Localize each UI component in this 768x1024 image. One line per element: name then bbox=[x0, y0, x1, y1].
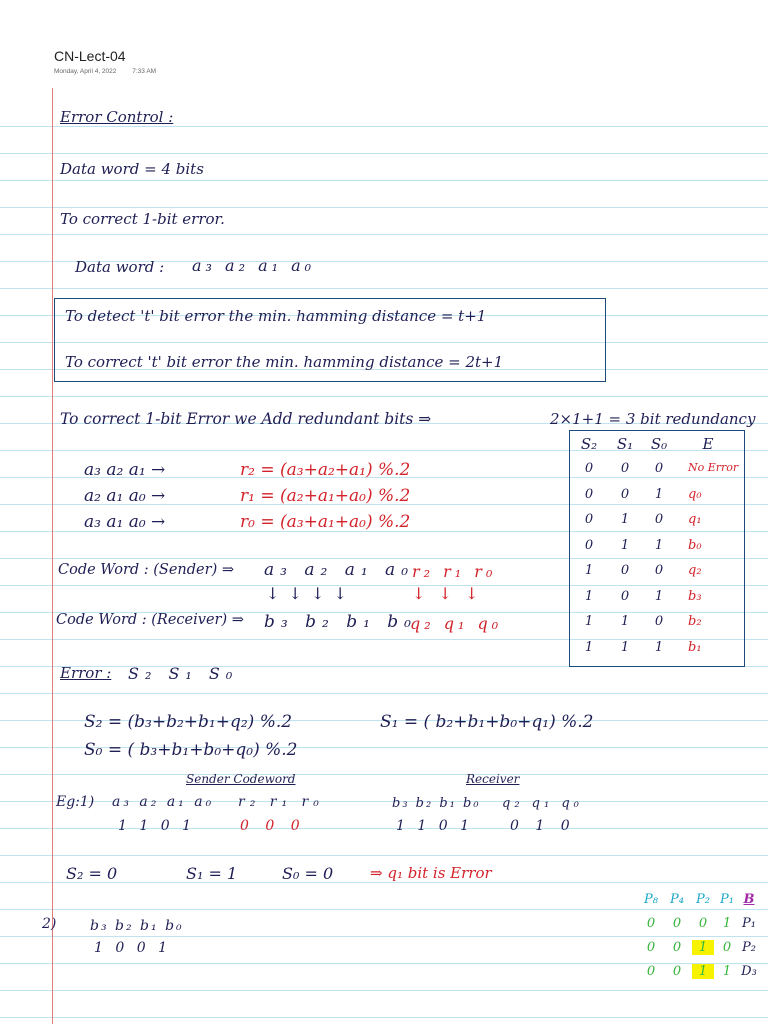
eq2-lhs: a₂ a₁ a₀ → bbox=[84, 486, 166, 506]
page-date: Monday, April 4, 2022 bbox=[54, 68, 117, 75]
parity-bit-cell: 0 bbox=[646, 916, 656, 931]
header-e: E bbox=[702, 435, 714, 453]
result-s0: S₀ = 0 bbox=[282, 864, 334, 883]
receiver-heading: Receiver bbox=[466, 772, 520, 786]
header-s1: S₁ bbox=[616, 435, 634, 453]
eq1-rhs: r₂ = (a₃+a₂+a₁) %.2 bbox=[240, 460, 411, 480]
eg-sender-values: 1 1 0 1 bbox=[118, 818, 195, 834]
syndrome-table-header bbox=[570, 435, 744, 457]
parity-header-p4: P₄ bbox=[670, 892, 684, 907]
error-label: Error : bbox=[60, 664, 112, 682]
syndrome-bit-cell: 1 bbox=[620, 537, 630, 553]
syndrome-error-cell: b₃ bbox=[688, 588, 702, 604]
syndrome-bit-cell: 0 bbox=[654, 512, 664, 527]
parity-bit-cell: 0 bbox=[646, 964, 656, 979]
eg-sender-r-values: 0 0 0 bbox=[240, 818, 306, 834]
eg-receiver-header: b₃ b₂ b₁ b₀ bbox=[392, 796, 481, 811]
syndrome-error-cell: q₁ bbox=[688, 512, 702, 527]
mapping-arrows-red: ↓ ↓ ↓ bbox=[412, 584, 483, 603]
error-syndromes: S₂ S₁ S₀ bbox=[128, 664, 239, 683]
parity-bit-name: D₃ bbox=[741, 964, 757, 979]
parity-bit-cell: 0 bbox=[672, 964, 682, 979]
parity-bit-name: P₂ bbox=[742, 940, 756, 955]
syndrome-bit-cell: 0 bbox=[654, 614, 664, 629]
syndrome-bit-cell: 0 bbox=[620, 486, 630, 502]
header-s2: S₂ bbox=[580, 435, 598, 453]
eg-sender-header: a₃ a₂ a₁ a₀ bbox=[112, 794, 215, 810]
parity-header-p2: P₂ bbox=[696, 892, 710, 907]
eg2-values: 1 0 0 1 bbox=[94, 940, 171, 956]
syndrome-bit-cell: 0 bbox=[584, 537, 594, 553]
rule-correct: To correct 't' bit error the min. hamming distance = 2t+1 bbox=[65, 353, 504, 371]
data-word-size: Data word = 4 bits bbox=[60, 160, 204, 178]
parity-bit-cell: 0 bbox=[698, 916, 708, 931]
syndrome-error-cell: No Error bbox=[688, 461, 739, 474]
syndrome-bit-cell: 0 bbox=[654, 461, 664, 476]
syndrome-table-row bbox=[570, 563, 744, 585]
syndrome-bit-cell: 0 bbox=[584, 461, 594, 476]
parity-table-row bbox=[640, 964, 764, 986]
syndrome-bit-cell: 0 bbox=[620, 563, 630, 578]
sender-bits: a₃ a₂ a₁ a₀ bbox=[264, 560, 415, 580]
syndrome-bit-cell: 0 bbox=[584, 512, 594, 527]
example-1-label: Eg:1) bbox=[56, 794, 95, 810]
parity-bit-cell: 1 bbox=[692, 964, 714, 979]
syndrome-bit-cell: 0 bbox=[620, 461, 630, 476]
syndrome-bit-cell: 1 bbox=[620, 614, 630, 629]
parity-bit-cell: 0 bbox=[672, 940, 682, 955]
syndrome-bit-cell: 0 bbox=[654, 563, 664, 578]
syndrome-table-row bbox=[570, 614, 744, 636]
s1-equation: S₁ = ( b₂+b₁+b₀+q₁) %.2 bbox=[380, 712, 594, 732]
eg-receiver-q-header: q₂ q₁ q₀ bbox=[502, 796, 583, 811]
receiver-codeword-label: Code Word : (Receiver) ⇒ bbox=[56, 612, 244, 628]
syndrome-bit-cell: 1 bbox=[620, 512, 630, 527]
sender-codeword-heading: Sender Codeword bbox=[186, 772, 296, 786]
syndrome-table-row bbox=[570, 487, 744, 509]
syndrome-bit-cell: 1 bbox=[654, 588, 664, 604]
eq3-lhs: a₃ a₁ a₀ → bbox=[84, 512, 166, 532]
parity-bit-name: P₁ bbox=[742, 916, 756, 931]
parity-bit-cell: 1 bbox=[722, 916, 732, 931]
header-s0: S₀ bbox=[650, 435, 668, 453]
syndrome-table-row bbox=[570, 512, 744, 534]
syndrome-error-cell: b₀ bbox=[688, 537, 702, 553]
rule-detect: To detect 't' bit error the min. hamming distance = t+1 bbox=[65, 307, 487, 325]
syndrome-bit-cell: 1 bbox=[654, 537, 664, 553]
syndrome-bit-cell: 1 bbox=[584, 639, 594, 655]
syndrome-error-cell: q₀ bbox=[688, 486, 702, 502]
syndrome-bit-cell: 1 bbox=[654, 639, 664, 655]
syndrome-bit-cell: 1 bbox=[584, 588, 594, 604]
data-word-label: Data word : bbox=[75, 258, 165, 276]
syndrome-table-row bbox=[570, 640, 744, 662]
parity-table-header bbox=[640, 892, 764, 914]
margin-line bbox=[52, 88, 53, 1024]
eg-receiver-values: 1 1 0 1 bbox=[396, 818, 473, 834]
redundancy-formula: 2×1+1 = 3 bit redundancy bbox=[550, 410, 756, 428]
page-title: CN-Lect-04 bbox=[54, 48, 126, 64]
eg2-header: b₃ b₂ b₁ b₀ bbox=[90, 918, 184, 934]
page-time: 7:33 AM bbox=[132, 68, 157, 75]
eq1-lhs: a₃ a₂ a₁ → bbox=[84, 460, 166, 480]
eg-sender-r-header: r₂ r₁ r₀ bbox=[238, 794, 324, 810]
parity-header-p1: P₁ bbox=[720, 892, 734, 907]
result-s1: S₁ = 1 bbox=[186, 864, 238, 883]
parity-bit-cell: 0 bbox=[672, 916, 682, 931]
syndrome-bit-cell: 1 bbox=[620, 639, 630, 655]
parity-header-p8: P₈ bbox=[644, 892, 658, 907]
eq2-rhs: r₁ = (a₂+a₁+a₀) %.2 bbox=[240, 486, 411, 506]
parity-table bbox=[640, 890, 764, 1024]
hamming-rule-box bbox=[54, 298, 606, 382]
parity-bit-cell: 1 bbox=[692, 940, 714, 955]
syndrome-error-cell: q₂ bbox=[688, 563, 702, 578]
parity-bit-cell: 0 bbox=[646, 940, 656, 955]
parity-bit-cell: 1 bbox=[722, 964, 732, 979]
example-2-label: 2) bbox=[42, 916, 57, 932]
sender-redundant-bits: r₂ r₁ r₀ bbox=[412, 562, 497, 581]
mapping-arrows: ↓ ↓ ↓ ↓ bbox=[266, 584, 349, 603]
syndrome-bit-cell: 0 bbox=[620, 588, 630, 604]
s2-equation: S₂ = (b₃+b₂+b₁+q₂) %.2 bbox=[84, 712, 293, 732]
syndrome-table-row bbox=[570, 461, 744, 483]
s0-equation: S₀ = ( b₃+b₁+b₀+q₀) %.2 bbox=[84, 740, 298, 760]
parity-bit-cell: 0 bbox=[722, 940, 732, 955]
receiver-redundant-bits: q₂ q₁ q₀ bbox=[410, 614, 503, 633]
sender-codeword-label: Code Word : (Sender) ⇒ bbox=[58, 562, 234, 578]
syndrome-bit-cell: 1 bbox=[584, 563, 594, 578]
syndrome-table bbox=[569, 430, 745, 667]
syndrome-bit-cell: 1 bbox=[584, 614, 594, 629]
parity-table-row bbox=[640, 940, 764, 962]
receiver-bits: b₃ b₂ b₁ b₀ bbox=[264, 612, 418, 632]
result-s2: S₂ = 0 bbox=[66, 864, 118, 883]
syndrome-error-cell: b₁ bbox=[688, 639, 702, 655]
data-word-bits: a₃ a₂ a₁ a₀ bbox=[192, 256, 316, 275]
result-conclusion: ⇒ q₁ bit is Error bbox=[370, 864, 492, 882]
syndrome-error-cell: b₂ bbox=[688, 614, 702, 629]
syndrome-bit-cell: 0 bbox=[584, 486, 594, 502]
syndrome-table-row bbox=[570, 538, 744, 560]
parity-header-b: B bbox=[743, 892, 755, 907]
eq3-rhs: r₀ = (a₃+a₁+a₀) %.2 bbox=[240, 512, 411, 532]
error-control-heading: Error Control : bbox=[60, 108, 174, 126]
datestamp bbox=[54, 68, 170, 75]
parity-table-row bbox=[640, 916, 764, 938]
syndrome-table-row bbox=[570, 589, 744, 611]
syndrome-bit-cell: 1 bbox=[654, 486, 664, 502]
redundancy-line: To correct 1-bit Error we Add redundant bits ⇒ bbox=[60, 410, 432, 428]
correct-line: To correct 1-bit error. bbox=[60, 210, 225, 228]
eg-receiver-q-values: 0 1 0 bbox=[510, 818, 576, 834]
